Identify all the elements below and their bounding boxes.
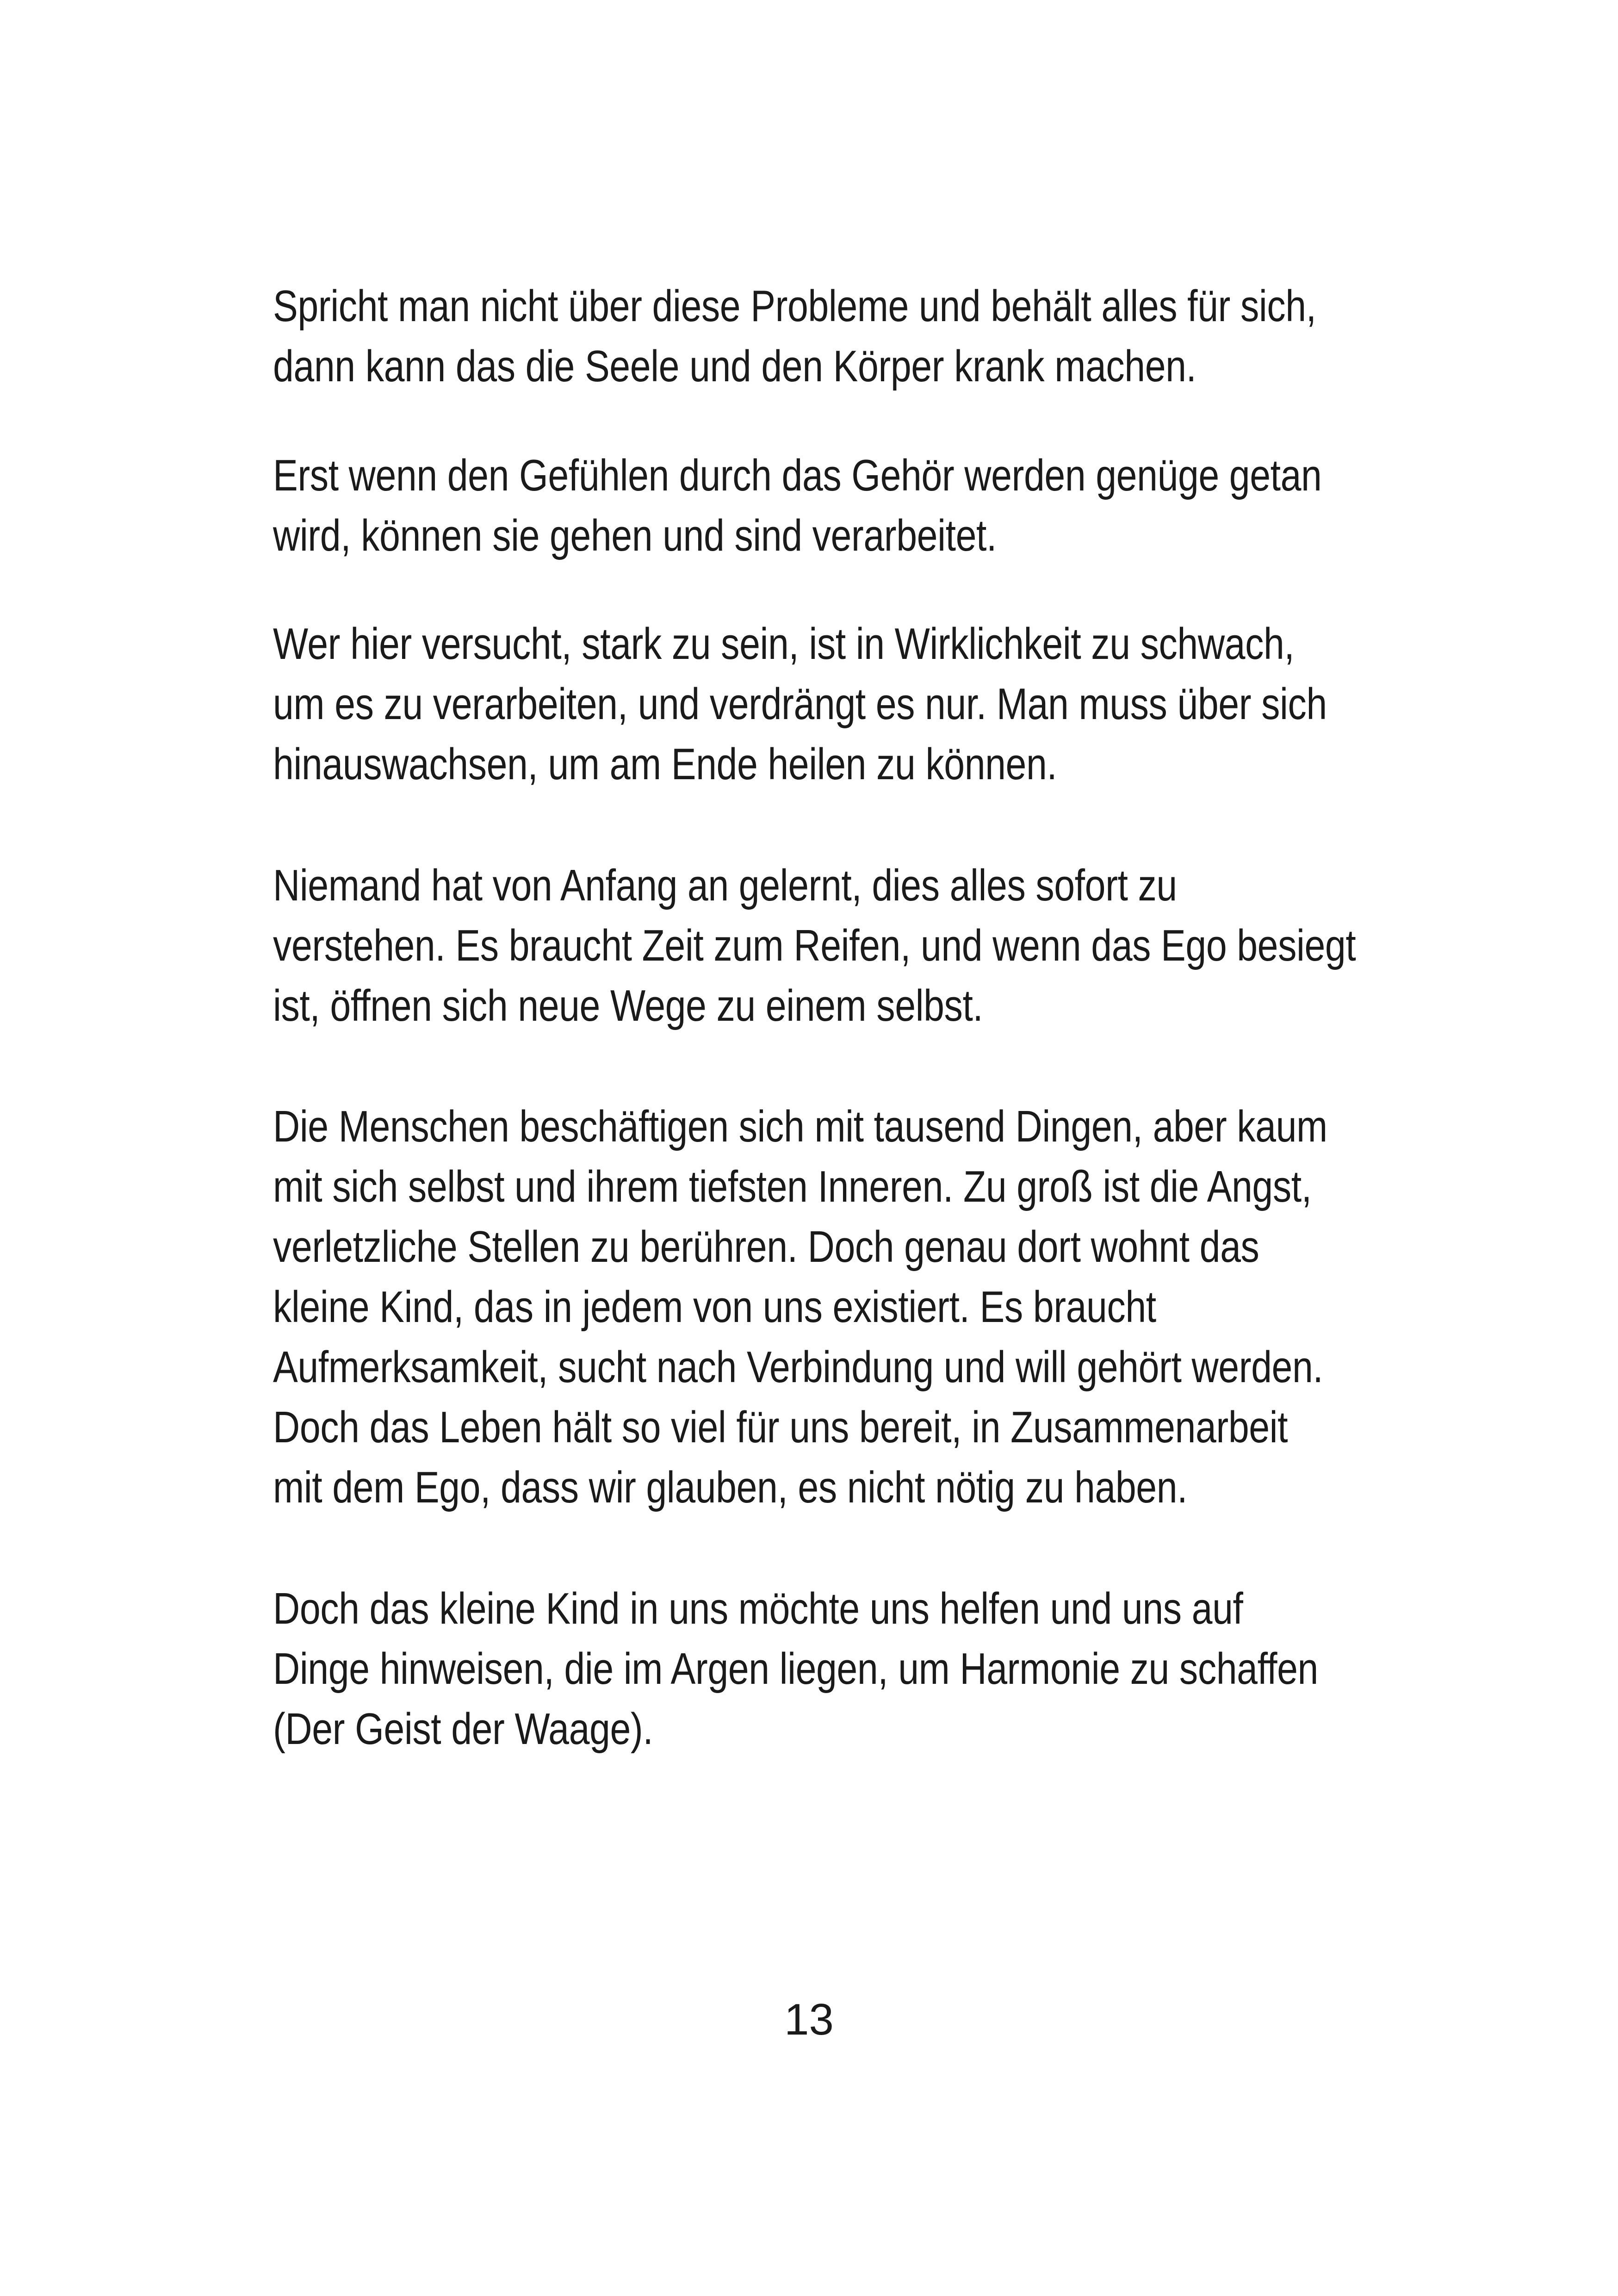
paragraph-3-line-1: Wer hier versucht, stark zu sein, ist in Wirklichkeit zu schwach,: [273, 619, 1295, 669]
page-number: 13: [784, 1995, 834, 2044]
paragraph-4-line-1: Niemand hat von Anfang an gelernt, dies alles sofort zu: [273, 861, 1177, 910]
paragraph-1-line-1: Spricht man nicht über diese Probleme und behält alles für sich,: [273, 281, 1316, 331]
paragraph-4-line-2: verstehen. Es braucht Zeit zum Reifen, und wenn das Ego besiegt: [273, 921, 1356, 970]
paragraph-5-line-3: verletzliche Stellen zu berühren. Doch genau dort wohnt das: [273, 1222, 1259, 1272]
paragraph-5-line-4: kleine Kind, das in jedem von uns existiert. Es braucht: [273, 1282, 1156, 1332]
paragraph-4-line-3: ist, öffnen sich neue Wege zu einem selbst.: [273, 981, 983, 1030]
paragraph-1-line-2: dann kann das die Seele und den Körper krank machen.: [273, 341, 1196, 391]
paragraph-6-line-2: Dinge hinweisen, die im Argen liegen, um Harmonie zu schaffen: [273, 1644, 1318, 1694]
paragraph-3-line-2: um es zu verarbeiten, und verdrängt es nur. Man muss über sich: [273, 679, 1327, 729]
paragraph-3-line-3: hinauswachsen, um am Ende heilen zu können.: [273, 739, 1057, 789]
paragraph-2-line-2: wird, können sie gehen und sind verarbeitet.: [273, 511, 997, 560]
paragraph-6-line-1: Doch das kleine Kind in uns möchte uns helfen und uns auf: [273, 1584, 1243, 1633]
paragraph-5-line-6: Doch das Leben hält so viel für uns bereit, in Zusammenarbeit: [273, 1402, 1288, 1452]
paragraph-2-line-1: Erst wenn den Gefühlen durch das Gehör werden genüge getan: [273, 451, 1322, 500]
paragraph-5-line-1: Die Menschen beschäftigen sich mit tausend Dingen, aber kaum: [273, 1102, 1327, 1151]
paragraph-5-line-7: mit dem Ego, dass wir glauben, es nicht nötig zu haben.: [273, 1463, 1188, 1512]
paragraph-6-line-3: (Der Geist der Waage).: [273, 1704, 653, 1754]
paragraph-5-line-5: Aufmerksamkeit, sucht nach Verbindung und will gehört werden.: [273, 1342, 1323, 1392]
paragraph-5-line-2: mit sich selbst und ihrem tiefsten Inneren. Zu groß ist die Angst,: [273, 1162, 1312, 1211]
